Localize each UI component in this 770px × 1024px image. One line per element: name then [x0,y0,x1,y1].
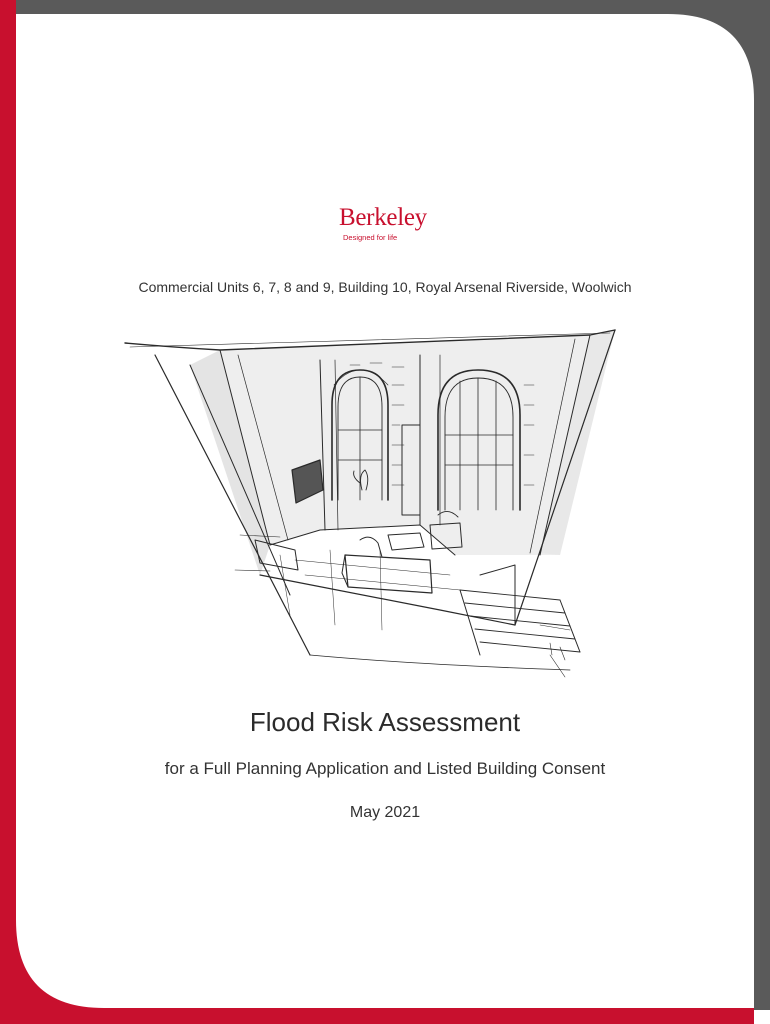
document-subtitle: for a Full Planning Application and Listed Building Consent [164,759,606,778]
logo-wordmark: Berkeley [339,204,427,231]
logo-tagline: Designed for life [343,233,398,242]
document-title: Flood Risk Assessment [249,707,521,737]
document-date: May 2021 [349,804,421,821]
berkeley-logo [339,203,459,249]
project-address: Commercial Units 6, 7, 8 and 9, Building 10, Royal Arsenal Riverside, Woolwich [138,279,632,295]
interior-sketch-icon [120,325,630,685]
